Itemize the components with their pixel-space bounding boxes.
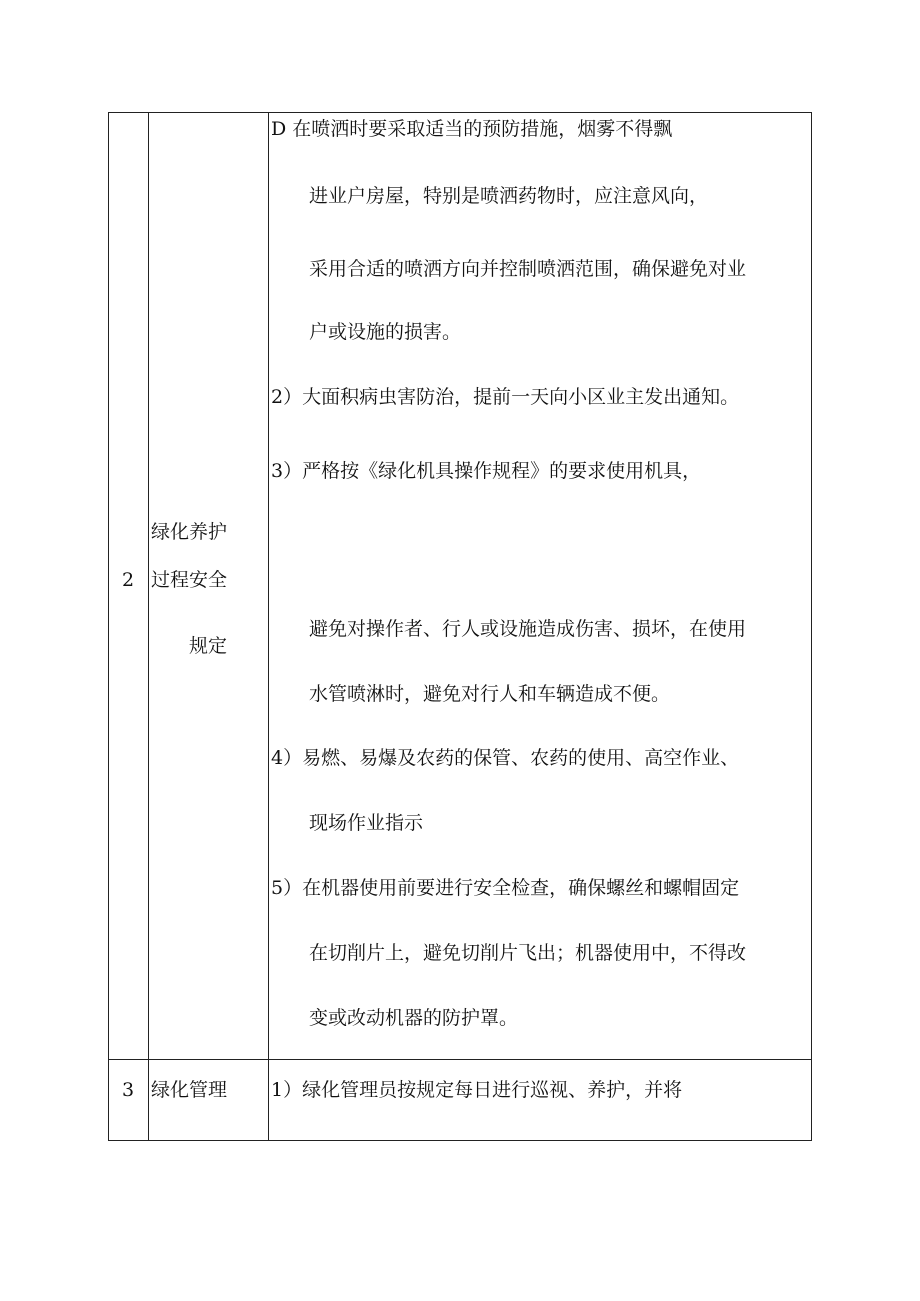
row-divider	[108, 1059, 812, 1060]
row-number: 3	[122, 1079, 135, 1101]
column-divider-category	[268, 112, 269, 1141]
row-category-line: 规定	[189, 635, 228, 657]
content-line: 变或改动机器的防护罩。	[309, 1007, 519, 1029]
content-line: D 在喷洒时要采取适当的预防措施，烟雾不得飘	[271, 118, 673, 140]
content-line: 水管喷淋时，避免对行人和车辆造成不便。	[309, 683, 671, 705]
row-category-line: 绿化管理	[151, 1079, 228, 1101]
row-category-line: 过程安全	[151, 569, 228, 591]
column-divider-number	[148, 112, 149, 1141]
content-line: 户或设施的损害。	[309, 321, 462, 343]
content-line: 现场作业指示	[309, 812, 424, 834]
row-number: 2	[122, 569, 135, 591]
content-line: 1）绿化管理员按规定每日进行巡视、养护，并将	[271, 1079, 683, 1101]
content-line: 采用合适的喷洒方向并控制喷洒范围，确保避免对业	[309, 258, 747, 280]
content-line: 5）在机器使用前要进行安全检查，确保螺丝和螺帽固定	[271, 877, 740, 899]
content-line: 4）易燃、易爆及农药的保管、农药的使用、高空作业、	[271, 747, 740, 769]
table-top-border	[108, 112, 812, 113]
content-line: 3）严格按《绿化机具操作规程》的要求使用机具，	[271, 460, 702, 482]
content-line: 2）大面积病虫害防治，提前一天向小区业主发出通知。	[271, 386, 740, 408]
content-line: 在切削片上，避免切削片飞出；机器使用中，不得改	[309, 942, 747, 964]
content-line: 避免对操作者、行人或设施造成伤害、损坏，在使用	[309, 618, 747, 640]
content-line: 进业户房屋，特别是喷洒药物时，应注意风向，	[309, 185, 709, 207]
row-category-line: 绿化养护	[151, 521, 228, 543]
table-right-border	[811, 112, 812, 1141]
table-bottom-border	[108, 1140, 812, 1141]
table-left-border	[108, 112, 109, 1141]
